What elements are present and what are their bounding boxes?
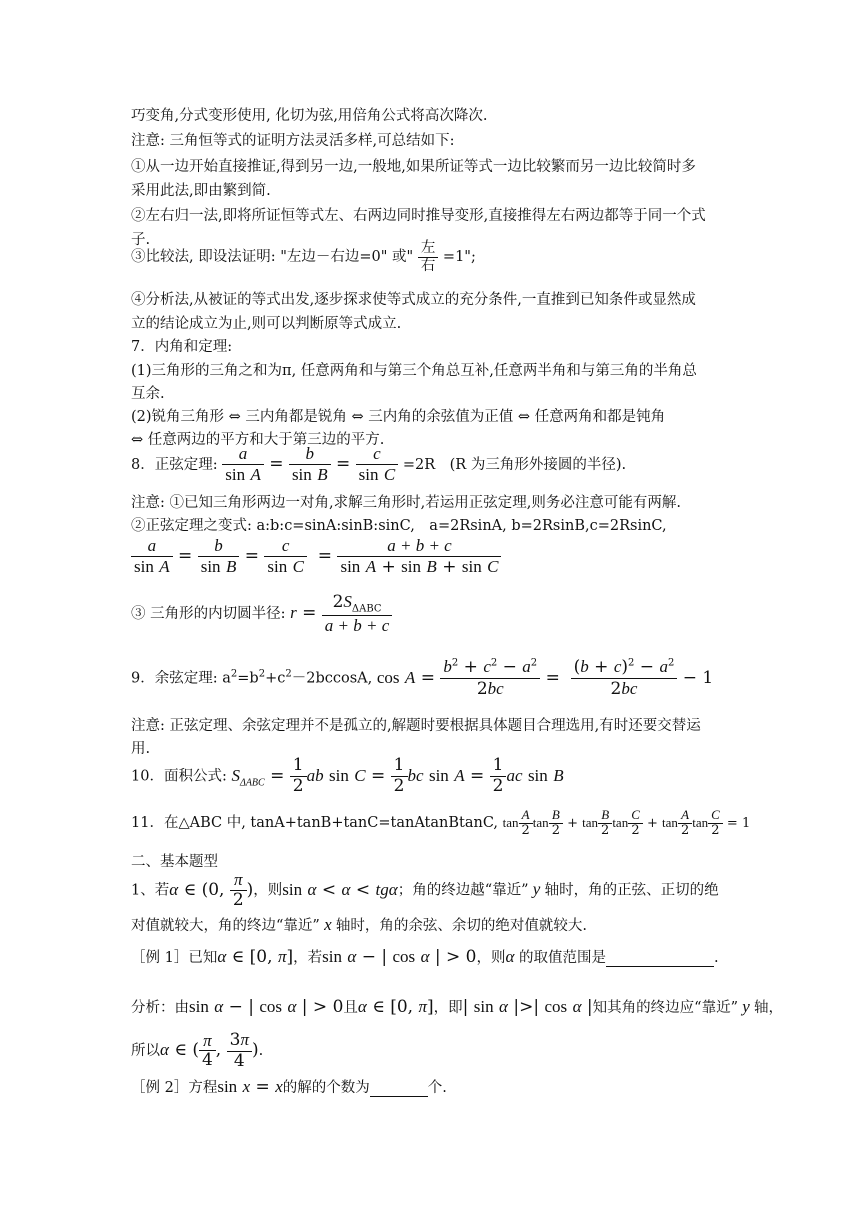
text-line: (1)三角形的三角之和为π, 任意两角和与第三个角总互补,任意两半角和与第三角的半角总 — [131, 363, 697, 379]
text-line: 巧变角,分式变形使用, 化切为弦,用倍角公式将高次降次. — [131, 108, 488, 124]
area-formula: $S_{\Delta ABC}$ = $\frac{1}{2}$ ab sin C = $\frac{1}{2}$ bc sin A = $\frac{1}{2}$ ac sin B — [231, 755, 564, 796]
text-line: ④分析法,从被证的等式出发,逐步探求使等式成立的充分条件,一直推到已知条件或显然成 — [131, 292, 696, 308]
comparison-method-line: ③比较法, 即设法证明: "左边－右边=0" 或" $\frac{\text{左}}{\text{右}}$ =1"; — [131, 240, 476, 274]
text-line: 用. — [131, 741, 151, 757]
answer-blank[interactable] — [606, 950, 714, 967]
left-over-right-fraction: $\frac{\text{左}}{\text{右}}$ — [418, 240, 439, 274]
section-heading: 二、基本题型 — [131, 854, 218, 870]
text-line: 注意: 正弦定理、余弦定理并不是孤立的,解题时要根据具体题目合理选用,有时还要交替运 — [131, 718, 701, 734]
inradius-line: ③ 三角形的内切圆半径: r = $\frac{2S_{\Delta ABC}}{a + b + c}$ — [131, 592, 392, 635]
law-of-cosines-line: 9．余弦定理: $a^2=b^2+c^2-2bccosA$, cos A = $\frac{b^2 + c^2 - a^2}{2bc}$ = $\frac{(b + c)^2 - a^2}{2bc}$ − 1 — [131, 657, 714, 699]
text-line: ⇔ 任意两边的平方和大于第三边的平方. — [131, 432, 385, 448]
text-line: 注意: 三角恒等式的证明方法灵活多样,可总结如下: — [131, 133, 455, 149]
half-angle-tangent-formula: tan $\frac{A}{2}$ tan $\frac{B}{2}$ + tan $\frac{B}{2}$ tan $\frac{C}{2}$ + tan $\frac{A}{2}$ tan $\frac{C}{2}$ = 1 — [502, 807, 751, 838]
text-line: 子. — [131, 232, 151, 248]
sine-ratio-formula: $\frac{a}{\text{sin A}}$ = $\frac{b}{\text{sin B}}$ = $\frac{c}{\text{sin C}}$ = $\frac{a + b + c}{\text{sin A + sin B + sin C}}$ — [131, 536, 501, 577]
law-of-sines-formula: $\frac{a}{\text{sin A}}$ = $\frac{b}{\text{sin B}}$ = $\frac{c}{\text{sin C}}$ — [222, 454, 398, 474]
section-heading: 7．内角和定理: — [131, 339, 233, 355]
tangent-identity-line: 11．在△ABC 中, tanA+tanB+tanC=tanAtanBtanC, tan $\frac{A}{2}$ tan $\frac{B}{2}$ + tan $\frac{B}{2}$ tan $\frac{C}{2}$ + tan $\frac{A}{2}$ tan $\frac{C}{2}$ = 1 — [131, 807, 751, 838]
example-2-line: ［例 2］方程sin x = x的解的个数为 个. — [131, 1077, 447, 1097]
text-line: ①从一边开始直接推证,得到另一边,一般地,如果所证等式一边比较繁而另一边比较简时多 — [131, 159, 696, 175]
text-line: 对值就较大，角的终边“靠近” x 轴时，角的余弦、余切的绝对值就较大. — [131, 915, 587, 934]
text-line: 立的结论成立为止,则可以判断原等式成立. — [131, 316, 402, 332]
analysis-conclusion-line: 所以α ∈ ( $\frac{\pi}{4}$ , $\frac{3\pi}{4}$ ). — [131, 1030, 264, 1071]
inradius-formula: r = $\frac{2S_{\Delta ABC}}{a + b + c}$ — [290, 603, 392, 623]
analysis-line: 分析：由sin α − | cos α | > 0且α ∈ [0, π]，即| sin α |>| cos α |知其角的终边应“靠近” y 轴， — [131, 997, 784, 1017]
text-line: (2)锐角三角形 ⇔ 三内角都是锐角 ⇔ 三内角的余弦值为正值 ⇔ 任意两角和都是钝角 — [131, 409, 666, 425]
cosine-formula: cos A = $\frac{b^2 + c^2 - a^2}{2bc}$ = $\frac{(b + c)^2 - a^2}{2bc}$ − 1 — [376, 657, 714, 699]
example-1-line: ［例 1］已知α ∈ [0, π]，若sin α − | cos α | > 0，则α 的取值范围是 . — [131, 947, 719, 967]
answer-blank[interactable] — [370, 1080, 428, 1097]
text-line: 注意: ①已知三角形两边一对角,求解三角形时,若运用正弦定理,则务必注意可能有两解. — [131, 495, 681, 511]
text-line: 采用此法,即由繁到简. — [131, 183, 271, 199]
text-line: ②左右归一法,即将所证恒等式左、右两边同时推导变形,直接推得左右两边都等于同一个式 — [131, 208, 706, 224]
text-line: ②正弦定理之变式: a:b:c=sinA:sinB:sinC, a=2RsinA, b=2RsinB,c=2RsinC, — [131, 518, 667, 534]
basic-type-1-line: 1、若α ∈ (0, $\frac{\pi}{2}$ )，则sin α < α < tgα；角的终边越“靠近” y 轴时，角的正弦、正切的绝 — [131, 870, 719, 910]
law-of-sines-line: 8．正弦定理: $\frac{a}{\text{sin A}}$ = $\frac{b}{\text{sin B}}$ = $\frac{c}{\text{sin C}}$ =2R (R 为三角形外接圆的半径). — [131, 444, 627, 484]
text-line: 互余. — [131, 386, 165, 402]
area-formula-line: 10．面积公式: $S_{\Delta ABC}$ = $\frac{1}{2}$ ab sin C = $\frac{1}{2}$ bc sin A = $\frac{1}{2}$ ac sin B — [131, 755, 564, 796]
